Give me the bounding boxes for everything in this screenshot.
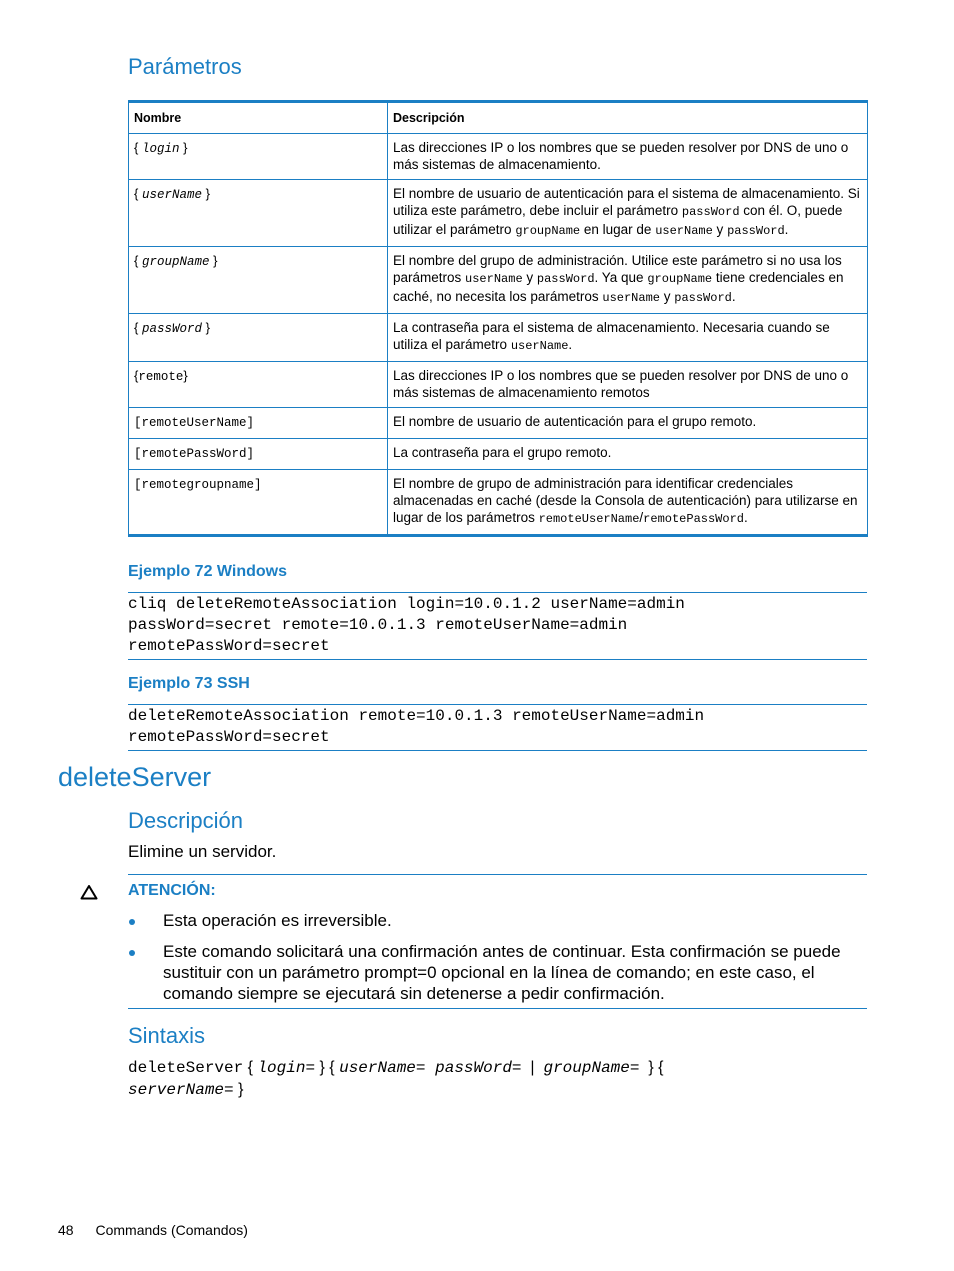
- table-header-row: [129, 102, 868, 134]
- list-item: [128, 910, 848, 931]
- code-text: passWord: [674, 291, 732, 305]
- code-text: serverName=: [128, 1081, 234, 1099]
- text-run: El nombre de grupo de administración para identificar credenciales almacenadas en caché (desde la Consola de autenticación) para utilizarse en lugar de los parámetros: [393, 476, 858, 525]
- table-row: [129, 408, 868, 439]
- code-text: [remotegroupname]: [134, 478, 262, 492]
- text-run: con él. O, puede utilizar el parámetro: [393, 203, 843, 237]
- text-run: La contraseña para el grupo remoto.: [393, 445, 612, 460]
- syntax-block: [128, 1057, 868, 1101]
- text-run: y: [659, 289, 675, 304]
- bullet-icon: [129, 919, 135, 925]
- command-heading-deleteserver: deleteServer: [58, 762, 212, 792]
- text-run: /: [639, 510, 644, 525]
- code-line: deleteRemoteAssociation remote=10.0.1.3 remoteUserName=admin: [128, 707, 705, 725]
- example-72-title: Ejemplo 72 Windows: [128, 563, 287, 580]
- text-run: El nombre de usuario de autenticación para el grupo remoto.: [393, 414, 757, 429]
- param-description-cell: [388, 362, 868, 408]
- list-item: [128, 941, 848, 1004]
- code-text: [remotePassWord]: [134, 447, 255, 461]
- text-run: {: [134, 320, 142, 335]
- warning-triangle-icon: [80, 884, 98, 900]
- param-name-cell: [129, 439, 388, 470]
- code-line: remotePassWord=secret: [128, 728, 330, 746]
- section-heading-sintaxis: Sintaxis: [128, 1023, 206, 1048]
- param-description-cell: [388, 247, 868, 314]
- page-number: 48: [58, 1222, 74, 1238]
- caution-bottom-rule: [128, 1008, 867, 1009]
- code-line: cliq deleteRemoteAssociation login=10.0.1.2 userName=admin: [128, 595, 685, 613]
- page-footer: [58, 1222, 266, 1238]
- param-description-cell: [388, 134, 868, 180]
- text-run: {: [134, 368, 139, 383]
- param-name-cell: [129, 470, 388, 536]
- text-run: .: [744, 510, 748, 525]
- param-description-cell: [388, 408, 868, 439]
- param-description-cell: [388, 439, 868, 470]
- column-header-descripcion: Descripción: [388, 102, 868, 134]
- text-run: y: [712, 222, 728, 237]
- text-run: en lugar de: [580, 222, 656, 237]
- text-run: } {: [639, 1059, 664, 1076]
- param-name-cell: [129, 247, 388, 314]
- table-row: [129, 180, 868, 247]
- caution-bullet-list: [128, 910, 848, 1014]
- param-name-cell: [129, 180, 388, 247]
- param-name-cell: [129, 362, 388, 408]
- text-run: }: [179, 140, 188, 155]
- text-run: tiene credenciales en caché, no necesita los parámetros: [393, 270, 844, 304]
- text-run: y: [522, 270, 537, 285]
- text-run: El nombre de usuario de autenticación para el sistema de almacenamiento. Si utiliza este parámetro, debe incluir el parámetro: [393, 186, 860, 218]
- param-name-cell: [129, 408, 388, 439]
- table-row: [129, 470, 868, 536]
- column-header-nombre: Nombre: [129, 102, 388, 134]
- text-run: }: [201, 186, 210, 201]
- code-text: userName: [141, 188, 202, 202]
- text-run: {: [134, 140, 142, 155]
- code-line: passWord=secret remote=10.0.1.3 remoteUserName=admin: [128, 616, 628, 634]
- text-run: }: [183, 368, 188, 383]
- text-run: La contraseña para el sistema de almacenamiento. Necesaria cuando se utiliza el parámetro: [393, 320, 830, 352]
- caution-top-rule: [128, 874, 867, 875]
- text-run: . Ya que: [594, 270, 648, 285]
- param-description-cell: [388, 470, 868, 536]
- param-description-cell: [388, 314, 868, 362]
- code-text: [remoteUserName]: [134, 416, 255, 430]
- text-run: El nombre del grupo de administración. Utilice este parámetro si no usa los parámetros: [393, 253, 842, 285]
- text-run: }: [201, 320, 210, 335]
- text-run: {: [134, 253, 142, 268]
- table-row: [129, 314, 868, 362]
- code-text: groupName: [515, 224, 581, 238]
- code-text: userName= passWord=: [339, 1059, 522, 1077]
- section-heading-parametros: Parámetros: [128, 54, 242, 79]
- syntax-line: [128, 1057, 868, 1079]
- table-row: [129, 439, 868, 470]
- param-name-cell: [129, 134, 388, 180]
- code-text: passWord: [681, 205, 740, 219]
- caution-title: ATENCIÓN:: [128, 882, 216, 899]
- code-text: remotePassWord: [643, 512, 744, 526]
- code-text: passWord: [141, 322, 202, 336]
- code-text: userName: [655, 224, 713, 238]
- example-72-code: [128, 592, 867, 660]
- bullet-icon: [129, 950, 135, 956]
- code-text: login: [141, 142, 180, 156]
- code-text: groupName=: [543, 1059, 640, 1077]
- table-row: [129, 247, 868, 314]
- code-line: remotePassWord=secret: [128, 637, 330, 655]
- code-text: login=: [257, 1059, 316, 1077]
- code-text: remoteUserName: [538, 512, 640, 526]
- code-text: userName: [602, 291, 660, 305]
- example-73-title: Ejemplo 73 SSH: [128, 675, 250, 692]
- text-run: Las direcciones IP o los nombres que se pueden resolver por DNS de uno o más sistemas de almacenamiento.: [393, 140, 849, 172]
- bullet-text: Esta operación es irreversible.: [163, 911, 392, 930]
- code-text: deleteServer: [128, 1059, 244, 1077]
- text-run: }: [233, 1081, 244, 1098]
- code-text: userName: [510, 339, 569, 353]
- code-text: passWord: [536, 272, 595, 286]
- text-run: .: [568, 337, 573, 352]
- example-73-code: [128, 704, 867, 751]
- param-name-cell: [129, 314, 388, 362]
- section-heading-descripcion: Descripción: [128, 808, 243, 833]
- bullet-text: Este comando solicitará una confirmación antes de continuar. Esta confirmación se puede sustituir con un parámetro prompt=0 opcional en la línea de comando; en este caso, el comando siempre se ejecutará sin detenerse a pedir confirmación.: [163, 942, 841, 1003]
- code-text: remote: [138, 370, 184, 384]
- code-text: groupName: [141, 255, 210, 269]
- text-run: }: [209, 253, 218, 268]
- param-description-cell: [388, 180, 868, 247]
- text-run: Las direcciones IP o los nombres que se pueden resolver por DNS de uno o más sistemas de almacenamiento remotos: [393, 368, 849, 400]
- footer-section-title: Commands (Comandos): [95, 1222, 248, 1238]
- code-text: userName: [465, 272, 523, 286]
- table-row: [129, 134, 868, 180]
- text-run: |: [521, 1059, 544, 1076]
- text-run: {: [134, 186, 142, 201]
- text-run: .: [731, 289, 736, 304]
- code-text: passWord: [727, 224, 785, 238]
- table-row: [129, 362, 868, 408]
- text-run: .: [784, 222, 789, 237]
- description-text: Elimine un servidor.: [128, 842, 277, 861]
- code-text: groupName: [647, 272, 713, 286]
- syntax-line: [128, 1079, 868, 1101]
- text-run: } {: [315, 1059, 340, 1076]
- text-run: {: [243, 1059, 258, 1076]
- parameters-table: [128, 100, 868, 537]
